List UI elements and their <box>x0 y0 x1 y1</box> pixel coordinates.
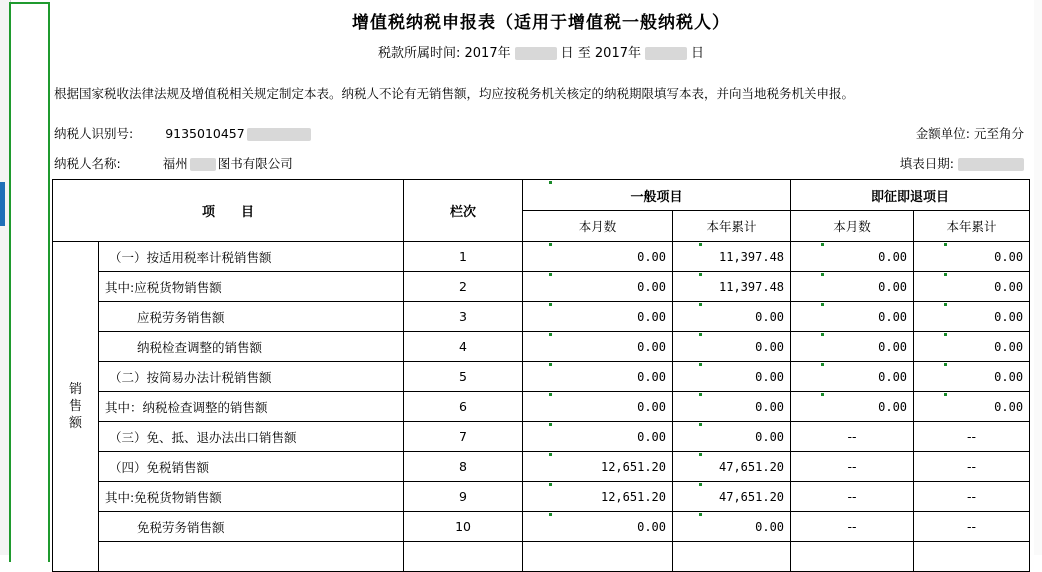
tax-period <box>52 42 1030 61</box>
table-row <box>53 362 1030 392</box>
cell-general-month[interactable]: 0.00 <box>523 272 673 302</box>
row-label: 免税劳务销售额 <box>99 512 404 542</box>
section-label-sales <box>53 242 99 572</box>
redacted-block <box>645 47 687 60</box>
cell-refund-month[interactable]: -- <box>791 422 914 452</box>
row-column-no: 5 <box>404 362 523 392</box>
header-refund-year: 本年累计 <box>914 211 1030 242</box>
taxpayer-name-label: 纳税人名称: <box>54 156 121 171</box>
cell-refund-year[interactable]: -- <box>914 482 1030 512</box>
cell-general-month[interactable]: 0.00 <box>523 422 673 452</box>
taxpayer-name-row <box>54 154 293 172</box>
redacted-block <box>515 47 557 60</box>
cell-refund-year[interactable]: 0.00 <box>914 362 1030 392</box>
cell-general-year[interactable]: 0.00 <box>673 422 791 452</box>
cell-refund-year[interactable]: -- <box>914 512 1030 542</box>
fill-date-label: 填表日期: <box>899 156 954 171</box>
header-general: 一般项目 <box>523 180 791 211</box>
redacted-block <box>958 158 1024 171</box>
row-label: （四）免税销售额 <box>99 452 404 482</box>
cell-general-year[interactable]: 47,651.20 <box>673 482 791 512</box>
row-label: （二）按简易办法计税销售额 <box>99 362 404 392</box>
cell-general-month[interactable]: 0.00 <box>523 242 673 272</box>
table-row <box>53 302 1030 332</box>
cell-refund-year[interactable]: 0.00 <box>914 392 1030 422</box>
table-row <box>53 422 1030 452</box>
cell-general-year[interactable]: 0.00 <box>673 512 791 542</box>
table-row <box>53 482 1030 512</box>
redacted-block <box>247 128 311 141</box>
row-column-no: 4 <box>404 332 523 362</box>
cell-general-year[interactable]: 0.00 <box>673 302 791 332</box>
cell-refund-year[interactable]: -- <box>914 452 1030 482</box>
cell-general-month[interactable]: 0.00 <box>523 332 673 362</box>
period-end-day: 日 <box>691 46 705 61</box>
table-row <box>53 512 1030 542</box>
period-label: 税款所属时间: <box>377 46 461 61</box>
cell-refund-month[interactable]: 0.00 <box>791 302 914 332</box>
table-row <box>53 452 1030 482</box>
period-start-year: 2017年 <box>464 46 511 61</box>
cell-refund-month[interactable]: 0.00 <box>791 392 914 422</box>
taxpayer-id-label: 纳税人识别号: <box>54 126 134 141</box>
row-label: 其中:应税货物销售额 <box>99 272 404 302</box>
redacted-block <box>190 158 216 171</box>
header-column-no: 栏次 <box>404 180 523 242</box>
period-end-year: 2017年 <box>594 46 641 61</box>
cell-general-year[interactable]: 11,397.48 <box>673 242 791 272</box>
row-label: 其中:免税货物销售额 <box>99 482 404 512</box>
taxpayer-id-value: 9135010457 <box>165 126 245 141</box>
table-row <box>53 392 1030 422</box>
row-column-no: 3 <box>404 302 523 332</box>
row-column-no: 6 <box>404 392 523 422</box>
cell-general-year[interactable]: 0.00 <box>673 332 791 362</box>
cell-general-month[interactable]: 12,651.20 <box>523 452 673 482</box>
empty-cell <box>404 542 523 572</box>
cell-general-year[interactable]: 11,397.48 <box>673 272 791 302</box>
cell-general-month[interactable]: 0.00 <box>523 392 673 422</box>
row-column-no: 9 <box>404 482 523 512</box>
panel-toggle-handle[interactable] <box>0 182 5 226</box>
cell-general-month[interactable]: 0.00 <box>523 362 673 392</box>
cell-refund-month[interactable]: -- <box>791 512 914 542</box>
cell-refund-month[interactable]: 0.00 <box>791 242 914 272</box>
header-item: 项 目 <box>53 180 404 242</box>
empty-cell <box>99 542 404 572</box>
header-general-month: 本月数 <box>523 211 673 242</box>
cell-refund-month[interactable]: 0.00 <box>791 272 914 302</box>
selection-frame <box>9 2 50 562</box>
taxpayer-name-suffix: 图书有限公司 <box>217 156 293 171</box>
cell-general-year[interactable]: 47,651.20 <box>673 452 791 482</box>
table-row <box>53 272 1030 302</box>
cell-refund-year[interactable]: 0.00 <box>914 242 1030 272</box>
cell-general-year[interactable]: 0.00 <box>673 392 791 422</box>
header-refund-month: 本月数 <box>791 211 914 242</box>
row-column-no: 1 <box>404 242 523 272</box>
header-refund: 即征即退项目 <box>791 180 1030 211</box>
row-column-no: 8 <box>404 452 523 482</box>
empty-cell <box>673 542 791 572</box>
cell-refund-year[interactable]: 0.00 <box>914 332 1030 362</box>
row-label: （三）免、抵、退办法出口销售额 <box>99 422 404 452</box>
cell-refund-month[interactable]: 0.00 <box>791 362 914 392</box>
cell-refund-year[interactable]: 0.00 <box>914 272 1030 302</box>
table-row <box>53 332 1030 362</box>
cell-refund-month[interactable]: 0.00 <box>791 332 914 362</box>
amount-unit-label: 金额单位: <box>915 126 970 141</box>
empty-cell <box>914 542 1030 572</box>
empty-cell <box>791 542 914 572</box>
taxpayer-id-row <box>54 124 311 142</box>
form-description: 根据国家税收法律法规及增值税相关规定制定本表。纳税人不论有无销售额，均应按税务机关核定的纳税期限填写本表，并向当地税务机关申报。 <box>54 86 855 101</box>
amount-unit-value: 元至角分 <box>973 126 1024 141</box>
section-label-text: 销售额 <box>68 382 82 431</box>
table-row <box>53 242 1030 272</box>
taxpayer-name-prefix: 福州 <box>162 156 188 171</box>
amount-unit <box>916 124 1024 142</box>
scrollbar[interactable] <box>1034 0 1042 555</box>
cell-refund-year[interactable]: 0.00 <box>914 302 1030 332</box>
row-column-no: 7 <box>404 422 523 452</box>
period-start-day: 日 <box>560 46 574 61</box>
cell-general-year[interactable]: 0.00 <box>673 362 791 392</box>
header-general-year: 本年累计 <box>673 211 791 242</box>
empty-cell <box>523 542 673 572</box>
cell-general-month[interactable]: 0.00 <box>523 512 673 542</box>
cell-general-month[interactable]: 12,651.20 <box>523 482 673 512</box>
row-label: 纳税检查调整的销售额 <box>99 332 404 362</box>
table-row <box>53 542 1030 572</box>
row-label: 应税劳务销售额 <box>99 302 404 332</box>
row-column-no: 2 <box>404 272 523 302</box>
cell-refund-month[interactable]: -- <box>791 452 914 482</box>
cell-refund-year[interactable]: -- <box>914 422 1030 452</box>
row-label: 其中：纳税检查调整的销售额 <box>99 392 404 422</box>
period-separator: 至 <box>577 46 591 61</box>
fill-date <box>900 154 1024 172</box>
cell-general-month[interactable]: 0.00 <box>523 302 673 332</box>
row-label: （一）按适用税率计税销售额 <box>99 242 404 272</box>
row-column-no: 10 <box>404 512 523 542</box>
form-title: 增值税纳税申报表（适用于增值税一般纳税人） <box>352 13 730 33</box>
cell-refund-month[interactable]: -- <box>791 482 914 512</box>
declaration-table <box>52 179 1030 572</box>
